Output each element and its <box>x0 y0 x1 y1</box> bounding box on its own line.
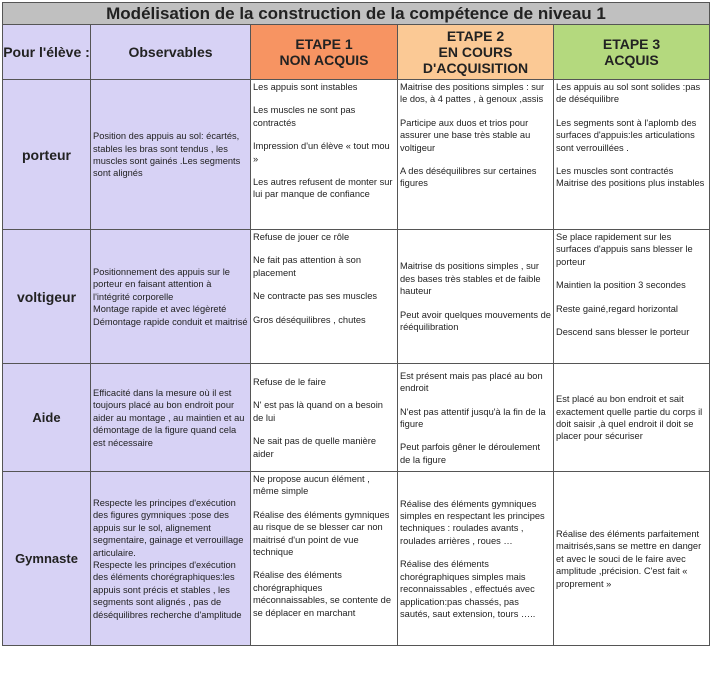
etape2-cell <box>398 364 554 472</box>
etape3-cell <box>554 364 710 472</box>
observables-text: Position des appuis au sol: écartés, stables les bras sont tendus , les muscles sont gainés .Les segments sont alignés <box>93 131 241 179</box>
etape1-cell <box>251 472 398 646</box>
etape2-item: N'est pas attentif jusqu'à la fin de la figure <box>400 406 546 429</box>
table-row <box>3 80 710 230</box>
etape2-item: Maitrise des positions simples : sur le dos, à 4 pattes , à genoux ,assis <box>400 82 545 105</box>
row-label-porteur: porteur <box>3 80 91 230</box>
competence-table <box>2 2 710 646</box>
header-eleve <box>3 25 91 80</box>
etape3-item: Maintien la position 3 secondes <box>556 280 686 291</box>
etape1-item: Réalise des éléments chorégraphiques méconnaissables, se contente de se déplacer en marchant <box>253 570 391 618</box>
header-etape2: ETAPE 2 EN COURS D'ACQUISITION <box>398 25 554 80</box>
row-label-voltigeur: voltigeur <box>3 230 91 364</box>
etape1-item: Impression d'un élève « tout mou » <box>253 141 390 164</box>
etape2-cell <box>398 80 554 230</box>
table-title: Modélisation de la construction de la compétence de niveau 1 <box>3 3 710 25</box>
etape3-item: Réalise des éléments parfaitement maitrisés,sans se mettre en danger et avec le souci de le faire avec amplitude ,précision. C'est fait « proprement » <box>556 528 702 589</box>
etape2-item: Réalise des éléments chorégraphiques simples mais reconnaissables , effectués avec application:pas chassés, pas sautés, saut extension, tours ….. <box>400 559 536 619</box>
etape3-item: Les muscles sont contractés Maitrise des positions plus instables <box>556 166 705 189</box>
table-row <box>3 230 710 364</box>
etape2-item: Est présent mais pas placé au bon endroit <box>400 370 543 394</box>
etape1-item: Ne contracte pas ses muscles <box>253 291 378 302</box>
etape1-item: Gros déséquilibres , chutes <box>253 314 366 325</box>
etape3-item: Les appuis au sol sont solides :pas de déséquilibre <box>556 82 701 105</box>
row-label-aide: Aide <box>3 364 91 472</box>
etape1-item: Refuse de le faire <box>253 376 326 387</box>
etape1-item: Ne propose aucun élément , même simple <box>253 474 370 497</box>
etape2-item: Peut parfois gêner le déroulement de la figure <box>400 442 541 465</box>
header-observables: Observables <box>91 25 251 80</box>
etape2-cell <box>398 472 554 646</box>
etape2-item: Peut avoir quelques mouvements de rééquilibration <box>400 309 551 333</box>
observables-text: Positionnement des appuis sur le porteur en faisant attention à l'intégrité corporelle Montage rapide et avec légèreté Démontage rapide conduit et maitrisé <box>93 266 248 327</box>
etape1-item: Les muscles ne sont pas contractés <box>253 105 356 128</box>
etape2-item: Participe aux duos et trios pour assurer une base très stable au voltigeur <box>400 117 531 153</box>
etape1-item: Ne sait pas de quelle manière aider <box>253 436 376 459</box>
etape1-item: Les appuis sont instables <box>253 82 358 92</box>
etape2-item: Maitrise ds positions simples , sur des bases très stables et de faible hauteur <box>400 261 541 297</box>
observables-cell <box>91 364 251 472</box>
observables-text: Efficacité dans la mesure où il est toujours placé au bon endroit pour aider au montage , au maintien et au démontage de la figure quand cela est nécessaire <box>93 387 245 448</box>
table-row <box>3 364 710 472</box>
etape1-item: N' est pas là quand on a besoin de lui <box>253 400 383 423</box>
etape1-cell <box>251 364 398 472</box>
header-eleve-label: Pour l'élève : <box>3 44 90 60</box>
observables-cell <box>91 472 251 646</box>
etape1-item: Réalise des éléments gymniques au risque de se blesser car non maitrisé d'un point de vue technique <box>253 509 390 558</box>
etape1-item: Refuse de jouer ce rôle <box>253 232 350 242</box>
etape2-item: A des déséquilibres sur certaines figures <box>400 166 537 189</box>
observables-text: Respecte les principes d'exécution des figures gymniques :pose des appuis sur le sol, alignement segmentaire, gainage et verrouillage articulaire. Respecte les principes d'exécution des éléments chorégraphiques:les appuis sont précis et stables , les segments sont alignés , pas de déséquilibres recherche d'amplitude <box>93 497 244 620</box>
observables-cell <box>91 230 251 364</box>
header-etape1: ETAPE 1 NON ACQUIS <box>251 25 398 80</box>
etape3-item: Descend sans blesser le porteur <box>556 327 690 338</box>
etape1-cell <box>251 80 398 230</box>
etape3-item: Se place rapidement sur les surfaces d'appuis sans blesser le porteur <box>556 232 693 267</box>
etape3-cell <box>554 230 710 364</box>
etape2-cell <box>398 230 554 364</box>
etape1-item: Ne fait pas attention à son placement <box>253 255 362 278</box>
etape3-item: Est placé au bon endroit et sait exactement quelle partie du corps il doit saisir ,à quel endroit il doit se placer pour sécuriser <box>556 394 703 442</box>
row-label-gymnaste: Gymnaste <box>3 472 91 646</box>
etape1-cell <box>251 230 398 364</box>
observables-cell <box>91 80 251 230</box>
etape1-item: Les autres refusent de monter sur lui par manque de confiance <box>253 177 393 200</box>
etape3-cell <box>554 80 710 230</box>
etape3-item: Les segments sont à l'aplomb des surfaces d'appuis:les articulations sont verrouillées . <box>556 117 697 153</box>
etape3-cell <box>554 472 710 646</box>
header-etape3: ETAPE 3 ACQUIS <box>554 25 710 80</box>
etape2-item: Réalise des éléments gymniques simples en respectant les principes techniques : roulades avants , roulades arrières , roues … <box>400 498 545 546</box>
table-row <box>3 472 710 646</box>
competence-table-wrapper <box>2 2 709 646</box>
etape3-item: Reste gainé,regard horizontal <box>556 303 678 314</box>
